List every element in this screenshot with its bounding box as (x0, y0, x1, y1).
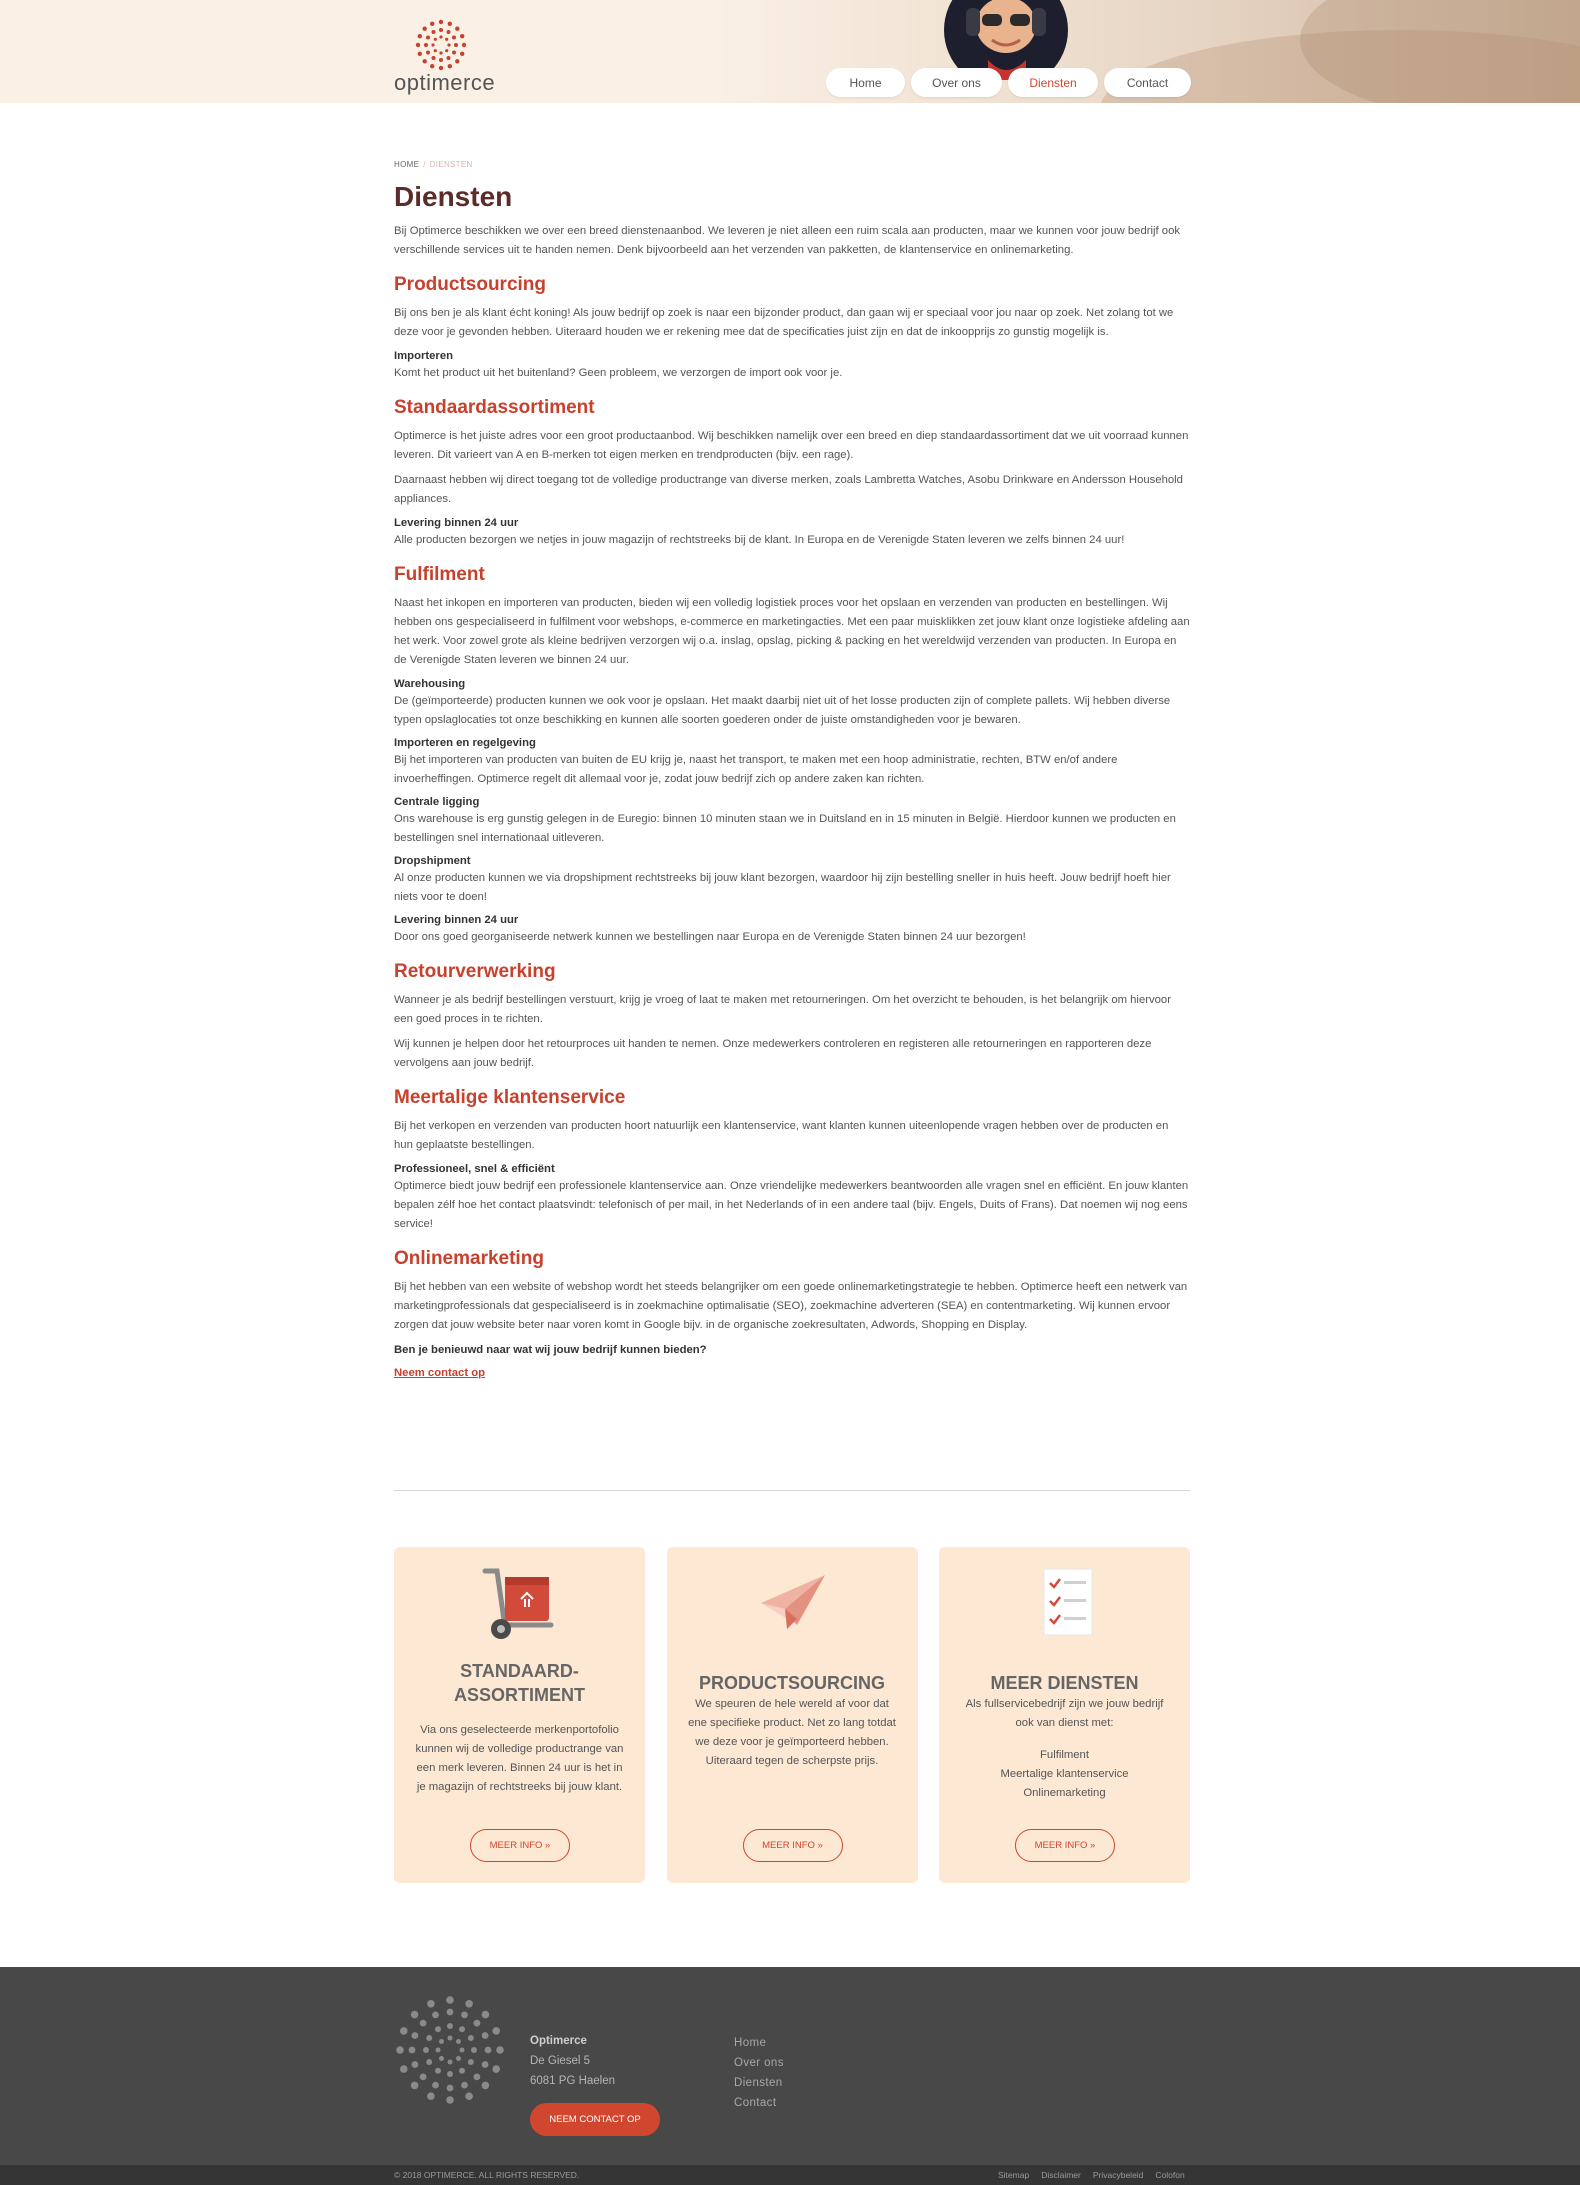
card-title: MEER DIENSTEN (990, 1673, 1139, 1693)
breadcrumb-separator: / (423, 160, 426, 169)
footer-street: De Giesel 5 (530, 2055, 591, 2067)
contact-link[interactable]: Neem contact op (394, 1367, 486, 1379)
link-colofon[interactable]: Colofon (1155, 2170, 1185, 2180)
subsection-text: Alle producten bezorgen we netjes in jouw magazijn of rechtstreeks bij de klant. In Europa en de Verenigde Staten leveren we zelfs binnen 24 uur! (394, 534, 1125, 546)
section-text: Wij kunnen je helpen door het retourproces uit handen te nemen. Onze medewerkers controleren en registeren alle retourneringen en rapporteren deze vervolgens aan jouw bedrijf. (394, 1038, 1152, 1069)
section-text: Bij het hebben van een website of webshop wordt het steeds belangrijker om een goede onlinemarketingstrategie te hebben. Optimerce heeft een netwerk van marketingprofessionals dat gespecialiseerd is in zoekmachine optimalisatie (SEO), zoekmachine adverteren (SEA) en contentmarketing. Wij kunnen ervoor zorgen dat jouw website beter naar voren komt in Google bijv. in de organische zoekresultaten, Adwords, Shopping en Display. (394, 1281, 1188, 1331)
meer-info-button[interactable]: MEER INFO » (470, 1829, 570, 1862)
content-divider (394, 1490, 1190, 1491)
hand-truck-icon (475, 1563, 565, 1643)
footer-nav-home[interactable]: Home (734, 2037, 767, 2049)
breadcrumb-home[interactable]: HOME (394, 160, 420, 169)
card-list-item: Fulfilment (1040, 1749, 1089, 1761)
subsection-title: Importeren (394, 350, 454, 362)
subsection-text: De (geïmporteerde) producten kunnen we ook voor je opslaan. Het maakt daarbij niet uit of het losse producten zijn of complete pallets. Wij hebben diverse typen opslaglocaties tot onze beschikking en kunnen alle soorten goederen onder de juiste omstandigheden voor je bewaren. (394, 695, 1171, 726)
section-text: Naast het inkopen en importeren van producten, bieden wij een volledig logistiek proces voor het opslaan en verzenden van producten en bestellingen. Wij hebben ons gespecialiseerd in fulfilment voor webshops, e-commerce en marketingacties. Met een paar muisklikken zet jouw klant onze logistieke afdeling aan het werk. Voor zowel grote als kleine bedrijven verzorgen wij o.a. inslag, opslag, picking & packing en het wereldwijd verzenden van producten. In Europa en de Verenigde Staten leveren we binnen 24 uur. (394, 597, 1190, 666)
card-text: Via ons geselecteerde merkenportofolio kunnen wij de volledige productrange van een merk leveren. Binnen 24 uur is het in je magazijn of rechtstreeks bij jouw klant. (415, 1724, 624, 1793)
card-list-item: Onlinemarketing (1023, 1787, 1106, 1799)
section-title-standaardassortiment: Standaardassortiment (394, 397, 595, 418)
footer-nav-diensten[interactable]: Diensten (734, 2077, 783, 2089)
subsection-title: Centrale ligging (394, 796, 480, 808)
link-sitemap[interactable]: Sitemap (998, 2170, 1030, 2180)
main-nav (826, 68, 1191, 97)
contact-question: Ben je benieuwd naar wat wij jouw bedrijf kunnen bieden? (394, 1344, 707, 1356)
bottom-links (998, 2170, 1185, 2180)
card-service-list (957, 1746, 1172, 1803)
site-footer (0, 1967, 1580, 2165)
footer-nav (734, 2033, 784, 2113)
logo-text[interactable]: optimerce (394, 70, 496, 95)
section-text: Wanneer je als bedrijf bestellingen verstuurt, krijg je vroeg of laat te maken met retourneringen. Om het overzicht te behouden, is het belangrijk om hiervoor een goed proces in te richten. (394, 994, 1171, 1025)
subsection-text: Optimerce biedt jouw bedrijf een professionele klantenservice aan. Onze vriendelijke medewerkers beantwoorden alle vragen snel en efficiënt. En jouw klanten bepalen zélf hoe het contact plaatsvindt: telefonisch of per mail, in het Nederlands of in een andere taal (bijv. Engels, Duits of Frans). Dat noemen wij nog eens service! (394, 1180, 1189, 1230)
neem-contact-op-button[interactable]: NEEM CONTACT OP (530, 2103, 660, 2136)
header-background-hill (1300, 0, 1580, 103)
section-text: Daarnaast hebben wij direct toegang tot de volledige productrange van diverse merken, zoals Lambretta Watches, Asobu Drinkware en Andersson Household appliances. (394, 474, 1183, 505)
nav-over-ons[interactable]: Over ons (911, 68, 1002, 97)
section-title-fulfilment: Fulfilment (394, 564, 485, 585)
card-title (404, 1659, 635, 1707)
intro-text: Bij Optimerce beschikken we over een breed dienstenaanbod. We leveren je niet alleen een ruim scala aan producten, maar we kunnen voor jouw bedrijf ook verschillende services uit te handen nemen. Denk bijvoorbeeld aan het verzenden van pakketten, de klantenservice en onlinemarketing. (394, 225, 1181, 256)
footer-logo-icon (394, 1994, 506, 2106)
footer-nav-over-ons[interactable]: Over ons (734, 2057, 784, 2069)
breadcrumb (394, 160, 1190, 174)
subsection-title: Levering binnen 24 uur (394, 517, 519, 529)
section-text: Optimerce is het juiste adres voor een groot productaanbod. Wij beschikken namelijk over een breed en diep standaardassortiment dat we uit voorraad kunnen leveren. Dit varieert van A en B-merken tot eigen merken en trendproducten (bijv. een rage). (394, 430, 1189, 461)
card-text: Als fullservicebedrijf zijn we jouw bedrijf ook van dienst met: (965, 1698, 1164, 1729)
meer-info-button[interactable]: MEER INFO » (743, 1829, 843, 1862)
subsection-title: Dropshipment (394, 855, 471, 867)
subsection-text: Al onze producten kunnen we via dropshipment rechtstreeks bij jouw klant bezorgen, waardoor hij zijn bestelling sneller in huis heeft. Jouw bedrijf hoeft hier niets voor te doen! (394, 872, 1171, 903)
card-meer-diensten (939, 1547, 1190, 1883)
bottom-bar (0, 2165, 1580, 2185)
checklist-icon (1020, 1563, 1110, 1643)
subsection-title: Warehousing (394, 678, 466, 690)
section-title-onlinemarketing: Onlinemarketing (394, 1248, 544, 1269)
copyright: © 2018 OPTIMERCE. ALL RIGHTS RESERVED. (394, 2170, 580, 2180)
section-title-klantenservice: Meertalige klantenservice (394, 1087, 626, 1108)
subsection-text: Ons warehouse is erg gunstig gelegen in de Euregio: binnen 10 minuten staan we in Duitsland en in 15 minuten in België. Hierdoor kunnen we producten en bestellingen snel internationaal uitleveren. (394, 813, 1176, 844)
subsection-text: Door ons goed georganiseerde netwerk kunnen we bestellingen naar Europa en de Verenigde Staten binnen 24 uur bezorgen! (394, 931, 1026, 943)
subsection-text: Bij het importeren van producten van buiten de EU krijg je, naast het transport, te maken met een hoop administratie, rechten, BTW en/of andere invoerheffingen. Optimerce regelt dit allemaal voor je, zodat jouw bedrijf zich op andere zaken kan richten. (394, 754, 1118, 785)
subsection-title: Levering binnen 24 uur (394, 914, 519, 926)
footer-company: Optimerce (530, 2035, 587, 2047)
nav-contact[interactable]: Contact (1104, 68, 1191, 97)
footer-nav-contact[interactable]: Contact (734, 2097, 777, 2109)
card-list-item: Meertalige klantenservice (1000, 1768, 1129, 1780)
subsection-title: Professioneel, snel & efficiënt (394, 1163, 555, 1175)
card-title-line: ASSORTIMENT (453, 1685, 585, 1705)
subsection-title: Importeren en regelgeving (394, 737, 536, 749)
nav-diensten[interactable]: Diensten (1008, 68, 1098, 97)
link-disclaimer[interactable]: Disclaimer (1041, 2170, 1081, 2180)
section-title-productsourcing: Productsourcing (394, 274, 547, 295)
card-title: PRODUCTSOURCING (698, 1673, 885, 1693)
card-productsourcing (667, 1547, 918, 1883)
breadcrumb-current: DIENSTEN (429, 160, 473, 169)
service-cards (394, 1547, 1190, 1883)
card-title-line: STANDAARD- (460, 1661, 579, 1681)
footer-city: 6081 PG Haelen (530, 2075, 616, 2087)
section-title-retourverwerking: Retourverwerking (394, 961, 556, 982)
site-header (0, 0, 1580, 103)
nav-home[interactable]: Home (826, 68, 905, 97)
meer-info-button[interactable]: MEER INFO » (1015, 1829, 1115, 1862)
section-text: Bij het verkopen en verzenden van producten hoort natuurlijk een klantenservice, want klanten kunnen uiteenlopende vragen hebben over de producten en hun geplaatste bestellingen. (394, 1120, 1169, 1151)
link-privacybeleid[interactable]: Privacybeleid (1092, 2170, 1144, 2180)
section-text: Bij ons ben je als klant écht koning! Als jouw bedrijf op zoek is naar een bijzonder product, dan gaan wij er speciaal voor jou naar op zoek. Net zolang tot we deze voor je gevonden hebben. Uiteraard houden we er rekening mee dat de specificaties juist zijn en dat de inkoopprijs zo gunstig mogelijk is. (394, 307, 1174, 338)
subsection-text: Komt het product uit het buitenland? Geen probleem, we verzorgen de import ook voor je. (394, 367, 843, 379)
page-title: Diensten (394, 181, 513, 212)
card-text: We speuren de hele wereld af voor dat ene specifieke product. Net zo lang totdat we deze voor je geïmporteerd hebben. Uiteraard tegen de scherpste prijs. (688, 1698, 896, 1767)
main-content (394, 160, 1190, 1381)
card-standaardassortiment (394, 1547, 645, 1883)
paper-plane-icon (747, 1563, 837, 1643)
